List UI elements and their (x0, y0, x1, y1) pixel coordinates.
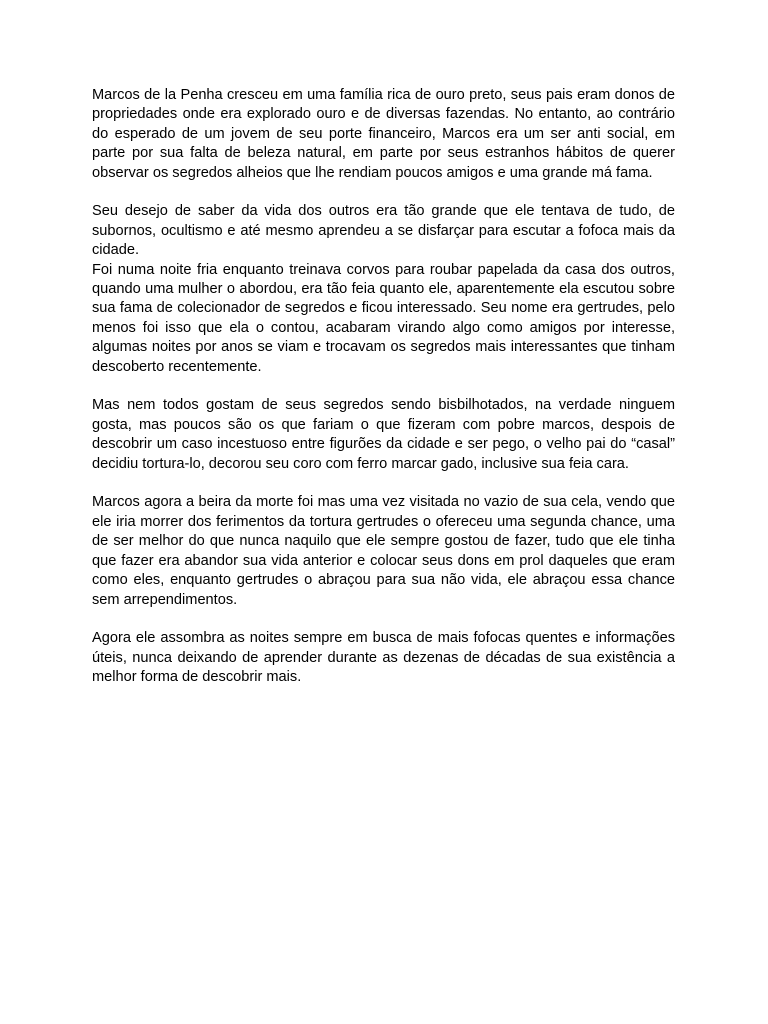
paragraph-4: Mas nem todos gostam de seus segredos sendo bisbilhotados, na verdade ninguem gosta, mas poucos são os que fariam o que fizeram com pobre marcos, despois de descobrir um caso incestuoso entre figurões da cidade e ser pego, o velho pai do “casal” decidiu tortura-lo, decorou seu coro com ferro marcar gado, inclusive sua feia cara. (92, 397, 675, 472)
paragraph-1: Marcos de la Penha cresceu em uma família rica de ouro preto, seus pais eram donos de propriedades onde era explorado ouro e de diversas fazendas. No entanto, ao contrário do esperado de um jovem de seu porte financeiro, Marcos era um ser anti social, em parte por sua falta de beleza natural, em parte por seus estranhos hábitos de querer observar os segredos alheios que lhe rendiam poucos amigos e uma grande má fama. (92, 87, 675, 181)
paragraph-2: Seu desejo de saber da vida dos outros era tão grande que ele tentava de tudo, de subornos, ocultismo e até mesmo aprendeu a se disfarçar para escutar a fofoca mais da cidade. (92, 203, 675, 259)
document-body (92, 86, 675, 688)
paragraph-5: Marcos agora a beira da morte foi mas uma vez visitada no vazio de sua cela, vendo que ele iria morrer dos ferimentos da tortura gertrudes o ofereceu uma segunda chance, uma de ser melhor do que nunca naquilo que ele sempre gostou de fazer, tudo que ele tinha que fazer era abandor sua vida anterior e colocar seus dons em prol daqueles que eram como eles, enquanto gertrudes o abraçou para sua não vida, ele abraçou essa chance sem arrependimentos. (92, 494, 675, 608)
paragraph-6: Agora ele assombra as noites sempre em busca de mais fofocas quentes e informações úteis, nunca deixando de aprender durante as dezenas de décadas de sua existência a melhor forma de descobrir mais. (92, 630, 675, 686)
paragraph-3: Foi numa noite fria enquanto treinava corvos para roubar papelada da casa dos outros, quando uma mulher o abordou, era tão feia quanto ele, aparentemente ela escutou sobre sua fama de colecionador de segredos e ficou interessado. Seu nome era gertrudes, pelo menos foi isso que ela o contou, acabaram virando algo como amigos por interesse, algumas noites por anos se viam e trocavam os segredos mais interessantes que tinham descoberto recentemente. (92, 261, 675, 375)
